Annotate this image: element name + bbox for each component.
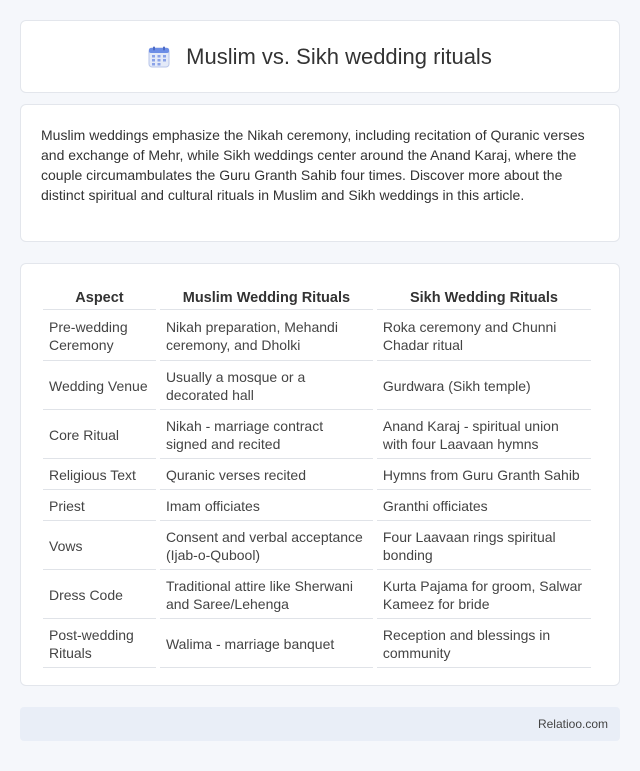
sikh-cell: Anand Karaj - spiritual union with four Laavaan hymns [377, 412, 591, 459]
comparison-table-card [20, 263, 620, 686]
calendar-icon [148, 46, 170, 68]
table-row [43, 412, 591, 459]
table-row [43, 523, 591, 570]
sikh-cell: Reception and blessings in community [377, 621, 591, 668]
header-aspect: Aspect [43, 286, 156, 310]
aspect-cell: Vows [43, 523, 156, 570]
muslim-cell: Usually a mosque or a decorated hall [160, 363, 373, 410]
table-row [43, 572, 591, 619]
table-row [43, 312, 591, 361]
footer-brand: Relatioo.com [537, 717, 608, 731]
footer [20, 707, 620, 741]
aspect-cell: Priest [43, 492, 156, 521]
intro-card [20, 104, 620, 242]
muslim-cell: Quranic verses recited [160, 461, 373, 490]
aspect-cell: Dress Code [43, 572, 156, 619]
table-row [43, 363, 591, 410]
muslim-cell: Nikah preparation, Mehandi ceremony, and Dholki [160, 312, 373, 361]
table-row [43, 492, 591, 521]
table-row [43, 461, 591, 490]
aspect-cell: Post-wedding Rituals [43, 621, 156, 668]
aspect-cell: Pre-wedding Ceremony [43, 312, 156, 361]
header-sikh: Sikh Wedding Rituals [377, 286, 591, 310]
muslim-cell: Nikah - marriage contract signed and recited [160, 412, 373, 459]
table-header-row [43, 286, 591, 310]
sikh-cell: Roka ceremony and Chunni Chadar ritual [377, 312, 591, 361]
aspect-cell: Wedding Venue [43, 363, 156, 410]
sikh-cell: Kurta Pajama for groom, Salwar Kameez for bride [377, 572, 591, 619]
muslim-cell: Traditional attire like Sherwani and Saree/Lehenga [160, 572, 373, 619]
title-card [20, 20, 620, 93]
sikh-cell: Gurdwara (Sikh temple) [377, 363, 591, 410]
table-row [43, 621, 591, 668]
intro-text: Muslim weddings emphasize the Nikah ceremony, including recitation of Quranic verses and exchange of Mehr, while Sikh weddings center around the Anand Karaj, where the couple circumambulates the Guru Granth Sahib four times. Discover more about the distinct spiritual and cultural rituals in Muslim and Sikh weddings in this article. [41, 127, 585, 203]
header-muslim: Muslim Wedding Rituals [160, 286, 373, 310]
muslim-cell: Walima - marriage banquet [160, 621, 373, 668]
sikh-cell: Granthi officiates [377, 492, 591, 521]
sikh-cell: Hymns from Guru Granth Sahib [377, 461, 591, 490]
aspect-cell: Religious Text [43, 461, 156, 490]
aspect-cell: Core Ritual [43, 412, 156, 459]
muslim-cell: Consent and verbal acceptance (Ijab-o-Qubool) [160, 523, 373, 570]
sikh-cell: Four Laavaan rings spiritual bonding [377, 523, 591, 570]
muslim-cell: Imam officiates [160, 492, 373, 521]
page-title: Muslim vs. Sikh wedding rituals [186, 43, 492, 69]
comparison-table [39, 284, 595, 670]
